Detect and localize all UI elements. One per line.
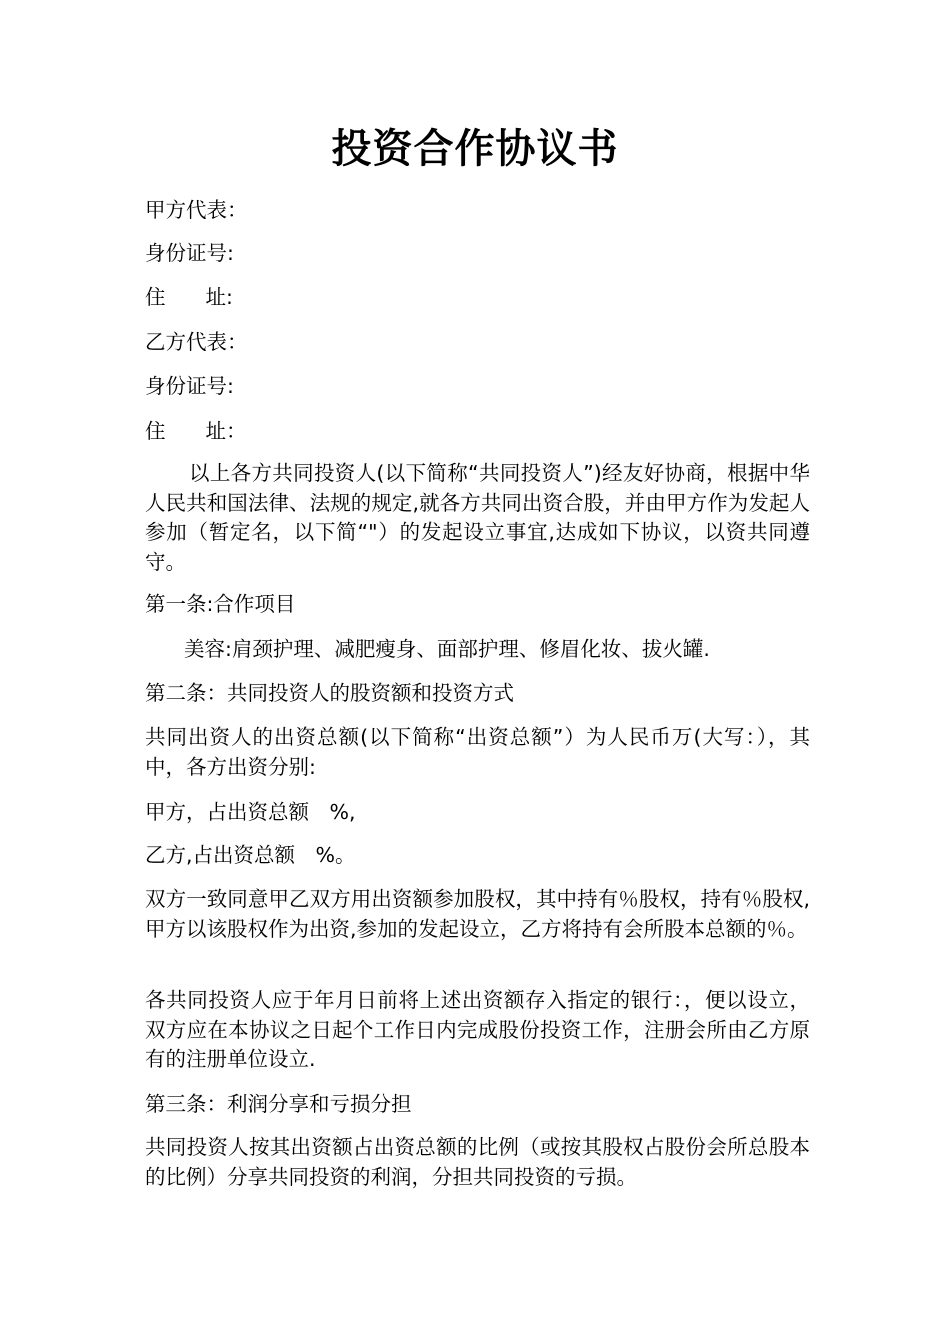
article-2-heading: 第二条：共同投资人的股资额和投资方式 [145, 681, 514, 705]
party-b-id-number: 身份证号: [145, 374, 234, 398]
party-a-address [145, 283, 810, 312]
party-b-address [145, 417, 810, 446]
document-title: 投资合作协议书 [331, 126, 619, 172]
article-2-paragraph-3: 各共同投资人应于年月日前将上述出资额存入指定的银行：，便以设立，双方应在本协议之日起个工作日内完成股份投资工作，注册会所由乙方原有的注册单位设立. [145, 988, 810, 1071]
party-b-address-label-part1: 住 [145, 419, 166, 443]
article-1-heading: 第一条:合作项目 [145, 592, 296, 616]
article-2-paragraph-2: 双方一致同意甲乙双方用出资额参加股权，其中持有％股权，持有％股权,甲方以该股权作为出资,参加的发起设立，乙方将持有会所股本总额的％。 [145, 887, 810, 941]
party-b-representative: 乙方代表： [145, 330, 248, 354]
party-a-id-number: 身份证号: [145, 241, 234, 265]
party-a-share: 甲方，占出资总额 %, [145, 800, 356, 824]
party-a-representative: 甲方代表： [145, 198, 248, 222]
article-3-heading: 第三条：利润分享和亏损分担 [145, 1092, 412, 1116]
article-2-paragraph-1: 共同出资人的出资总额(以下简称“出资总额”）为人民币万(大写：），其中，各方出资分别: [145, 725, 810, 779]
article-3-paragraph-1: 共同投资人按其出资额占出资总额的比例（或按其股权占股份会所总股本的比例）分享共同投资的利润，分担共同投资的亏损。 [145, 1135, 810, 1189]
party-a-address-label-part2: 址: [205, 285, 233, 309]
party-b-share: 乙方,占出资总额 %。 [145, 843, 356, 867]
party-b-address-label-part2: 址： [205, 419, 247, 443]
article-1-content: 美容:肩颈护理、减肥瘦身、面部护理、修眉化妆、拔火罐. [184, 637, 710, 661]
party-a-address-label-part1: 住 [145, 285, 166, 309]
preamble-paragraph: 以上各方共同投资人(以下简称“共同投资人”)经友好协商，根据中华人民共和国法律、法规的规定,就各方共同出资合股，并由甲方作为发起人参加（暂定名，以下简“"）的发起设立事宜,达成如下协议，以资共同遵守。 [145, 461, 810, 574]
